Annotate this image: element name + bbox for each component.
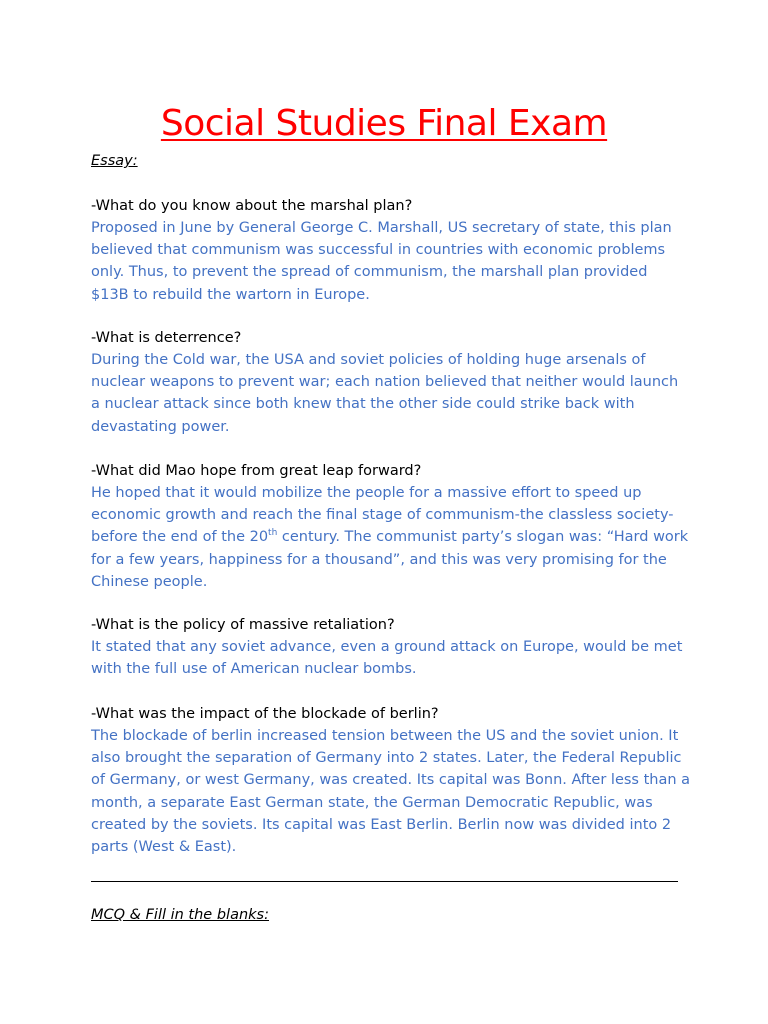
answer-line-with-superscript (91, 526, 691, 548)
answer-line: The blockade of berlin increased tension between the US and the soviet union. It (91, 728, 679, 744)
section-divider (91, 881, 678, 882)
answer-line: It stated that any soviet advance, even a ground attack on Europe, would be met (91, 639, 683, 655)
answer-blockade-of-berlin (91, 725, 691, 858)
answer-line: month, a separate East German state, the German Democratic Republic, was (91, 794, 653, 811)
answer-line: of Germany, or west Germany, was created. Its capital was Bonn. After less than a (91, 772, 691, 789)
answer-line: also brought the separation of Germany into 2 states. Later, the Federal Republic (91, 750, 682, 767)
answer-line: Proposed in June by General George C. Marshall, US secretary of state, this plan (91, 220, 672, 236)
page-title: Social Studies Final Exam (160, 103, 608, 144)
answer-line: He hoped that it would mobilize the people for a massive effort to speed up (91, 485, 642, 501)
answer-line: devastating power. (91, 418, 230, 435)
answer-line: economic growth and reach the final stage of communism-the classless society- (91, 507, 674, 524)
question-deterrence: -What is deterrence? (91, 330, 242, 346)
answer-line: for a few years, happiness for a thousand”, and this was very promising for the (91, 551, 667, 568)
answer-line: a nuclear attack since both knew that the other side could strike back with (91, 396, 635, 413)
mcq-section-label: MCQ & Fill in the blanks: (91, 907, 269, 923)
question-blockade-of-berlin: -What was the impact of the blockade of berlin? (91, 706, 439, 722)
answer-great-leap-forward (91, 482, 691, 593)
answer-text: century. The communist party’s slogan was: “Hard work (277, 529, 689, 546)
answer-line: only. Thus, to prevent the spread of communism, the marshall plan provided (91, 264, 648, 281)
answer-line: During the Cold war, the USA and soviet policies of holding huge arsenals of (91, 352, 646, 368)
answer-deterrence (91, 349, 691, 438)
answer-line: nuclear weapons to prevent war; each nation believed that neither would launch (91, 374, 679, 391)
ordinal-superscript: th (268, 528, 278, 539)
question-marshall-plan: -What do you know about the marshal plan? (91, 198, 413, 214)
answer-line: with the full use of American nuclear bombs. (91, 661, 417, 678)
question-massive-retaliation: -What is the policy of massive retaliation? (91, 617, 395, 633)
answer-marshall-plan (91, 217, 691, 306)
answer-line: believed that communism was successful in countries with economic problems (91, 242, 666, 259)
answer-line: $13B to rebuild the wartorn in Europe. (91, 286, 370, 303)
answer-text: before the end of the 20 (91, 529, 269, 546)
answer-line: created by the soviets. Its capital was East Berlin. Berlin now was divided into 2 (91, 816, 672, 833)
essay-section-label: Essay: (91, 153, 138, 169)
answer-line: parts (West & East). (91, 839, 237, 856)
question-great-leap-forward: -What did Mao hope from great leap forward? (91, 463, 422, 479)
answer-line: Chinese people. (91, 573, 208, 590)
answer-massive-retaliation (91, 636, 691, 680)
